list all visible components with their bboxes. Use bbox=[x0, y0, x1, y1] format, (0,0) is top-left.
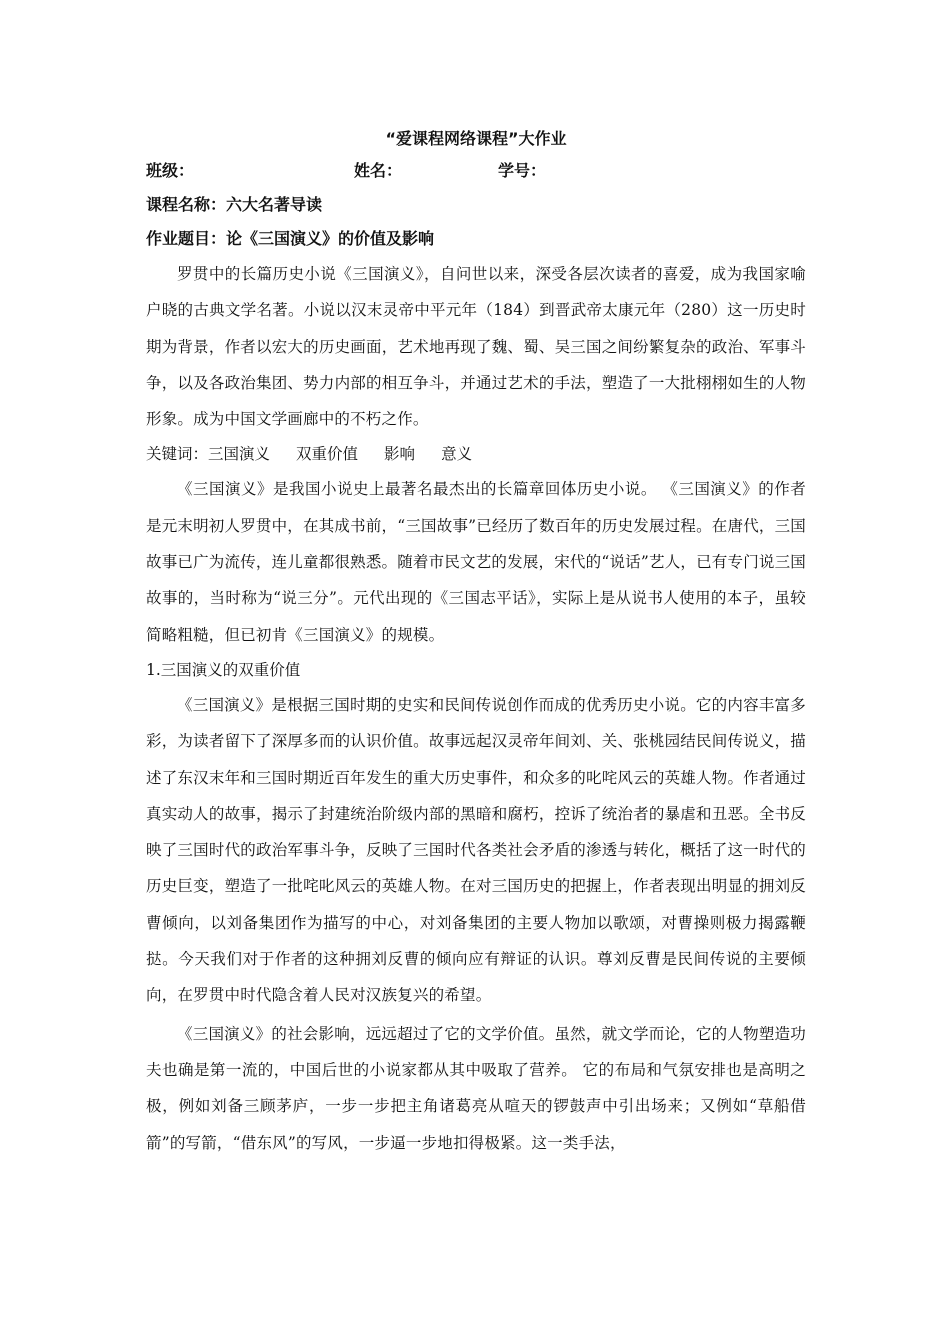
course-name: 课程名称：六大名著导读 bbox=[146, 195, 323, 214]
document-title: “爱课程网络课程”大作业 bbox=[385, 129, 567, 148]
class-label: 班级： bbox=[146, 161, 195, 180]
document-body bbox=[146, 124, 806, 1161]
keywords-label: 关键词： bbox=[146, 445, 209, 464]
student-info-line bbox=[146, 154, 806, 188]
keyword-item: 意义 bbox=[441, 445, 473, 464]
assignment-topic: 作业题目：论《三国演义》的价值及影响 bbox=[146, 229, 435, 248]
keyword-item: 三国演义 bbox=[208, 445, 271, 464]
intro-paragraph: 《三国演义》是我国小说史上最著名最杰出的长篇章回体历史小说。 《三国演义》的作者是元末明初人罗贯中，在其成书前，“三国故事”已经历了数百年的历史发展过程。在唐代，三国故事已广为流传，连儿童都很熟悉。随着市民文艺的发展，宋代的“说话”艺人，已有专门说三国故事的，当时称为“说三分”。元代出现的《三国志平话》，实际上是从说书人使用的本子，虽较简略粗糙，但已初肯《三国演义》的规模。 bbox=[146, 480, 806, 644]
section-paragraph: 《三国演义》是根据三国时期的史实和民间传说创作而成的优秀历史小说。它的内容丰富多彩，为读者留下了深厚多而的认识价值。故事远起汉灵帝年间刘、关、张桃园结民间传说义，描述了东汉末年和三国时期近百年发生的重大历史事件，和众多的叱咤风云的英雄人物。作者通过真实动人的故事，揭示了封建统治阶级内部的黑暗和腐朽，控诉了统治者的暴虐和丑恶。全书反映了三国时代的政治军事斗争，反映了三国时代各类社会矛盾的渗透与转化，概括了这一时代的历史巨变，塑造了一批咤叱风云的英雄人物。在对三国历史的把握上，作者表现出明显的拥刘反曹倾向，以刘备集团作为描写的中心，对刘备集团的主要人物加以歌颂，对曹操则极力揭露鞭挞。今天我们对于作者的这种拥刘反曹的倾向应有辩证的认识。尊刘反曹是民间传说的主要倾向，在罗贯中时代隐含着人民对汉族复兴的希望。 bbox=[146, 695, 806, 1005]
keywords-line bbox=[146, 437, 806, 471]
keyword-item: 双重价值 bbox=[296, 445, 359, 464]
section-heading: 1.三国演义的双重价值 bbox=[146, 660, 301, 679]
abstract-paragraph: 罗贯中的长篇历史小说《三国演义》，自问世以来，深受各层次读者的喜爱，成为我国家喻户晓的古典文学名著。小说以汉末灵帝中平元年（184）到晋武帝太康元年（280）这一历史时期为背景，作者以宏大的历史画面，艺术地再现了魏、蜀、吴三国之间纷繁复杂的政治、军事斗争，以及各政治集团、势力内部的相互争斗，并通过艺术的手法，塑造了一大批栩栩如生的人物形象。成为中国文学画廊中的不朽之作。 bbox=[146, 265, 806, 429]
keyword-item: 影响 bbox=[384, 445, 416, 464]
student-id-label: 学号： bbox=[498, 161, 547, 180]
section-paragraph: 《三国演义》的社会影响，远远超过了它的文学价值。虽然，就文学而论，它的人物塑造功夫也确是第一流的，中国后世的小说家都从其中吸取了营养。 它的布局和气氛安排也是高明之极，例如刘备三顾茅庐，一步一步把主角诸葛亮从喧天的锣鼓声中引出场来；又例如“草船借箭”的写箭，“借东风”的写风，一步逼一步地扣得极紧。这一类手法， bbox=[146, 1024, 806, 1152]
name-label: 姓名： bbox=[354, 161, 403, 180]
